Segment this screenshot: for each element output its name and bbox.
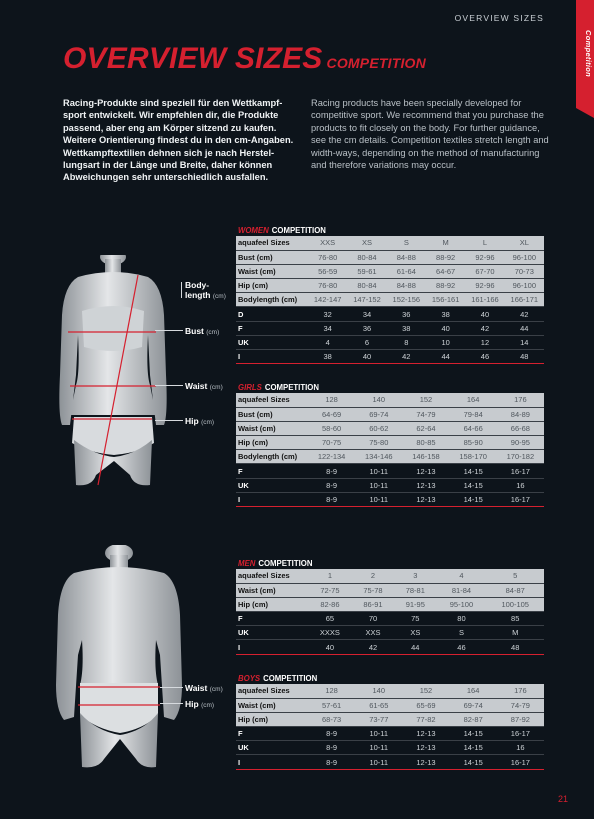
table-cell: 59-61 — [347, 264, 386, 278]
table-cell: XXXS — [308, 626, 352, 640]
table-cell: 14-15 — [450, 464, 497, 478]
table-cell: 96-100 — [505, 279, 544, 293]
table-cell: 12-13 — [402, 492, 449, 506]
table-cell: XS — [394, 626, 436, 640]
row-label: F — [236, 727, 308, 741]
table-cell: 12-13 — [402, 741, 449, 755]
row-label: Waist (cm) — [236, 698, 308, 712]
table-row — [236, 407, 544, 421]
tab-notch — [576, 108, 594, 118]
table-cell: 16-17 — [497, 755, 544, 769]
table-cell: 65-69 — [402, 698, 449, 712]
table-cell: 12-13 — [402, 464, 449, 478]
table-cell: 128 — [308, 393, 355, 407]
table-cell: 75-80 — [355, 436, 402, 450]
table-cell: 74-79 — [497, 698, 544, 712]
table-row — [236, 698, 544, 712]
table-cell: 61-65 — [355, 698, 402, 712]
row-label: UK — [236, 741, 308, 755]
bust-leader — [155, 330, 183, 331]
table-row — [236, 755, 544, 769]
table-cell: 161-166 — [465, 293, 504, 307]
table-cell: 12-13 — [402, 755, 449, 769]
table-cell: 92-96 — [465, 279, 504, 293]
table-cell: 1 — [308, 569, 352, 583]
table-cell: 64-67 — [426, 264, 465, 278]
row-label: I — [236, 640, 308, 654]
table-cell: 10-11 — [355, 492, 402, 506]
table-cell: 147-152 — [347, 293, 386, 307]
table-row — [236, 350, 544, 364]
table-cell: 65 — [308, 612, 352, 626]
table-row — [236, 293, 544, 307]
table-cell: 6 — [347, 335, 386, 349]
table-cell: 73-77 — [355, 712, 402, 726]
table-cell: 84-88 — [387, 250, 426, 264]
table-cell: 8-9 — [308, 492, 355, 506]
table-cell: 176 — [497, 393, 544, 407]
table-cell: 14-15 — [450, 741, 497, 755]
table-cell: 92-96 — [465, 250, 504, 264]
table-cell: 16-17 — [497, 464, 544, 478]
table-cell: 67-70 — [465, 264, 504, 278]
table-cell: 77-82 — [402, 712, 449, 726]
table-row — [236, 279, 544, 293]
table-cell: 84-88 — [387, 279, 426, 293]
table-cell: 142-147 — [308, 293, 347, 307]
table-cell: 16 — [497, 741, 544, 755]
table-cell: 14 — [505, 335, 544, 349]
table-row — [236, 583, 544, 597]
table-header-row — [236, 684, 544, 698]
row-label: aquafeel Sizes — [236, 569, 308, 583]
table-cell: 42 — [465, 321, 504, 335]
table-row — [236, 626, 544, 640]
table-cell: 85 — [486, 612, 544, 626]
man-mannequin-figure — [44, 545, 194, 770]
table-cell: 88-92 — [426, 250, 465, 264]
row-label: F — [236, 612, 308, 626]
table-cell: 80-84 — [347, 279, 386, 293]
table-cell: 170-182 — [497, 450, 544, 464]
table-cell: 40 — [308, 640, 352, 654]
table-cell: 84-89 — [497, 407, 544, 421]
table-cell: XXS — [352, 626, 394, 640]
row-label: aquafeel Sizes — [236, 236, 308, 250]
row-label: Bust (cm) — [236, 407, 308, 421]
table-cell: 61-64 — [387, 264, 426, 278]
table-cell: 88-92 — [426, 279, 465, 293]
page-number: 21 — [557, 794, 568, 804]
table-cell: 42 — [352, 640, 394, 654]
girls-size-table — [236, 393, 544, 507]
table-cell: 10-11 — [355, 478, 402, 492]
table-cell: 62-64 — [402, 421, 449, 435]
table-cell: 81-84 — [436, 583, 486, 597]
table-cell: 122-134 — [308, 450, 355, 464]
table-cell: 64-66 — [450, 421, 497, 435]
table-cell: 38 — [308, 350, 347, 364]
table-row — [236, 321, 544, 335]
table-cell: XS — [347, 236, 386, 250]
table-row — [236, 597, 544, 611]
table-cell: 66-68 — [497, 421, 544, 435]
table-cell: 5 — [486, 569, 544, 583]
row-label: Hip (cm) — [236, 597, 308, 611]
table-cell: 10-11 — [355, 464, 402, 478]
table-row — [236, 492, 544, 506]
table-cell: 140 — [355, 393, 402, 407]
table-cell: 82-86 — [308, 597, 352, 611]
page-title-main: OVERVIEW SIZES — [63, 42, 323, 75]
row-label: Bust (cm) — [236, 250, 308, 264]
table-cell: 58-60 — [308, 421, 355, 435]
table-row — [236, 712, 544, 726]
table-cell: 38 — [387, 321, 426, 335]
bodylength-label: Body- length (cm) — [185, 280, 226, 300]
table-cell: M — [486, 626, 544, 640]
table-cell: 75 — [394, 612, 436, 626]
women-size-table — [236, 236, 544, 364]
row-label: aquafeel Sizes — [236, 684, 308, 698]
section-tab-label: Competition — [584, 30, 593, 78]
table-cell: 164 — [450, 684, 497, 698]
table-cell: 48 — [486, 640, 544, 654]
table-cell: 70 — [352, 612, 394, 626]
boys-size-table — [236, 684, 544, 770]
table-cell: 40 — [426, 321, 465, 335]
table-cell: 152 — [402, 684, 449, 698]
table-cell: 96-100 — [505, 250, 544, 264]
table-row — [236, 307, 544, 321]
table-cell: 4 — [436, 569, 486, 583]
table-cell: 68-73 — [308, 712, 355, 726]
row-label: F — [236, 321, 308, 335]
hip-label: Hip (cm) — [185, 416, 215, 426]
table-cell: 57-61 — [308, 698, 355, 712]
table-cell: 8-9 — [308, 727, 355, 741]
table-cell: 14-15 — [450, 727, 497, 741]
row-label: Waist (cm) — [236, 421, 308, 435]
table-cell: 146-158 — [402, 450, 449, 464]
table-cell: 8 — [387, 335, 426, 349]
intro-german: Racing-Produkte sind speziell für den Wettkampfsport entwickelt. Wir empfehlen dir, die Produkte passend, aber eng am Körper sitzend zu kaufen. Weitere Orientierung findest du in den cm-Angaben. Wettkampftextilien dehnen sich je nach Herstellungsart in der Länge und Breite, daher können Abweichungen sehr unterschiedlich ausfallen. — [63, 98, 294, 183]
table-row — [236, 727, 544, 741]
table-cell: 76-80 — [308, 250, 347, 264]
table-cell: 8-9 — [308, 464, 355, 478]
table-cell: 70-75 — [308, 436, 355, 450]
table-cell: 34 — [347, 307, 386, 321]
table-row — [236, 250, 544, 264]
table-cell: 36 — [387, 307, 426, 321]
bust-label: Bust (cm) — [185, 326, 220, 336]
table-cell: 60-62 — [355, 421, 402, 435]
row-label: Waist (cm) — [236, 583, 308, 597]
table-header-row — [236, 569, 544, 583]
table-cell: 164 — [450, 393, 497, 407]
table-cell: 36 — [347, 321, 386, 335]
row-label: Bodylength (cm) — [236, 293, 308, 307]
table-cell: M — [426, 236, 465, 250]
table-cell: 40 — [347, 350, 386, 364]
row-label: D — [236, 307, 308, 321]
table-cell: 16 — [497, 478, 544, 492]
table-cell: 10-11 — [355, 741, 402, 755]
table-cell: 12 — [465, 335, 504, 349]
section-label: OVERVIEW SIZES — [454, 13, 544, 23]
table-cell: 44 — [394, 640, 436, 654]
table-row — [236, 264, 544, 278]
table-cell: 74-79 — [402, 407, 449, 421]
bodylength-tick — [181, 282, 182, 298]
table-cell: 56-59 — [308, 264, 347, 278]
table-cell: 42 — [387, 350, 426, 364]
table-cell: 90-95 — [497, 436, 544, 450]
table-cell: 12-13 — [402, 727, 449, 741]
table-cell: S — [387, 236, 426, 250]
table-cell: 46 — [465, 350, 504, 364]
table-cell: 46 — [436, 640, 486, 654]
men-hip-label: Hip (cm) — [185, 699, 215, 709]
row-label: Hip (cm) — [236, 436, 308, 450]
table-cell: 38 — [426, 307, 465, 321]
table-cell: 79-84 — [450, 407, 497, 421]
table-cell: 8-9 — [308, 741, 355, 755]
table-row — [236, 464, 544, 478]
table-row — [236, 436, 544, 450]
row-label: Hip (cm) — [236, 712, 308, 726]
table-cell: 8-9 — [308, 478, 355, 492]
girls-table-title: GIRLS COMPETITION — [238, 383, 319, 392]
row-label: UK — [236, 626, 308, 640]
table-cell: 70-73 — [505, 264, 544, 278]
table-row — [236, 640, 544, 654]
table-cell: S — [436, 626, 486, 640]
table-cell: 12-13 — [402, 478, 449, 492]
page-title-sub: COMPETITION — [326, 55, 426, 71]
men-table-title: MEN COMPETITION — [238, 559, 313, 568]
table-cell: 14-15 — [450, 492, 497, 506]
table-row — [236, 335, 544, 349]
table-row — [236, 612, 544, 626]
table-cell: 64-69 — [308, 407, 355, 421]
table-cell: 82-87 — [450, 712, 497, 726]
hip-leader — [155, 420, 183, 421]
table-cell: 42 — [505, 307, 544, 321]
table-header-row — [236, 393, 544, 407]
row-label: Hip (cm) — [236, 279, 308, 293]
waist-leader — [155, 385, 183, 386]
row-label: I — [236, 755, 308, 769]
table-row — [236, 478, 544, 492]
row-label: Waist (cm) — [236, 264, 308, 278]
table-cell: 44 — [505, 321, 544, 335]
section-tab — [576, 0, 594, 108]
table-row — [236, 450, 544, 464]
row-label: UK — [236, 478, 308, 492]
table-cell: XL — [505, 236, 544, 250]
table-cell: 128 — [308, 684, 355, 698]
table-cell: 80 — [436, 612, 486, 626]
table-cell: 100-105 — [486, 597, 544, 611]
table-cell: 32 — [308, 307, 347, 321]
waist-label: Waist (cm) — [185, 381, 223, 391]
table-cell: 80-85 — [402, 436, 449, 450]
table-cell: 134-146 — [355, 450, 402, 464]
boys-table-title: BOYS COMPETITION — [238, 674, 318, 683]
table-cell: 8-9 — [308, 755, 355, 769]
table-cell: 44 — [426, 350, 465, 364]
table-cell: 14-15 — [450, 478, 497, 492]
table-cell: 34 — [308, 321, 347, 335]
table-cell: 87-92 — [497, 712, 544, 726]
table-cell: 75-78 — [352, 583, 394, 597]
men-hip-leader — [160, 703, 183, 704]
table-cell: 10-11 — [355, 755, 402, 769]
table-cell: 95-100 — [436, 597, 486, 611]
table-cell: 85-90 — [450, 436, 497, 450]
table-cell: 10-11 — [355, 727, 402, 741]
table-cell: 16-17 — [497, 492, 544, 506]
table-cell: 84-87 — [486, 583, 544, 597]
table-cell: 69-74 — [355, 407, 402, 421]
table-cell: 140 — [355, 684, 402, 698]
table-cell: 86-91 — [352, 597, 394, 611]
table-row — [236, 421, 544, 435]
row-label: aquafeel Sizes — [236, 393, 308, 407]
table-cell: 76-80 — [308, 279, 347, 293]
table-cell: 176 — [497, 684, 544, 698]
row-label: UK — [236, 335, 308, 349]
row-label: F — [236, 464, 308, 478]
table-cell: L — [465, 236, 504, 250]
men-waist-leader — [160, 687, 183, 688]
table-header-row — [236, 236, 544, 250]
table-cell: 16-17 — [497, 727, 544, 741]
table-cell: 40 — [465, 307, 504, 321]
table-cell: 152 — [402, 393, 449, 407]
table-cell: 3 — [394, 569, 436, 583]
table-row — [236, 741, 544, 755]
table-cell: 156-161 — [426, 293, 465, 307]
table-cell: XXS — [308, 236, 347, 250]
men-waist-label: Waist (cm) — [185, 683, 223, 693]
woman-mannequin-figure — [38, 255, 188, 555]
row-label: I — [236, 492, 308, 506]
table-cell: 10 — [426, 335, 465, 349]
row-label: Bodylength (cm) — [236, 450, 308, 464]
table-cell: 78-81 — [394, 583, 436, 597]
table-cell: 80-84 — [347, 250, 386, 264]
table-cell: 91-95 — [394, 597, 436, 611]
table-cell: 158-170 — [450, 450, 497, 464]
table-cell: 4 — [308, 335, 347, 349]
table-cell: 166-171 — [505, 293, 544, 307]
intro-english: Racing products have been specially developed for competitive sport. We recommend that you purchase the products to fit closely on the body. For further guidance, see the cm details. Competition textiles stretch length and width-ways, depending on the method of manufacturing and therefore variations may occur. — [311, 98, 549, 171]
table-cell: 14-15 — [450, 755, 497, 769]
page-title — [63, 42, 426, 76]
men-size-table — [236, 569, 544, 655]
table-cell: 48 — [505, 350, 544, 364]
row-label: I — [236, 350, 308, 364]
table-cell: 2 — [352, 569, 394, 583]
table-cell: 72-75 — [308, 583, 352, 597]
women-table-title: WOMEN COMPETITION — [238, 226, 326, 235]
table-cell: 152-156 — [387, 293, 426, 307]
table-cell: 69-74 — [450, 698, 497, 712]
